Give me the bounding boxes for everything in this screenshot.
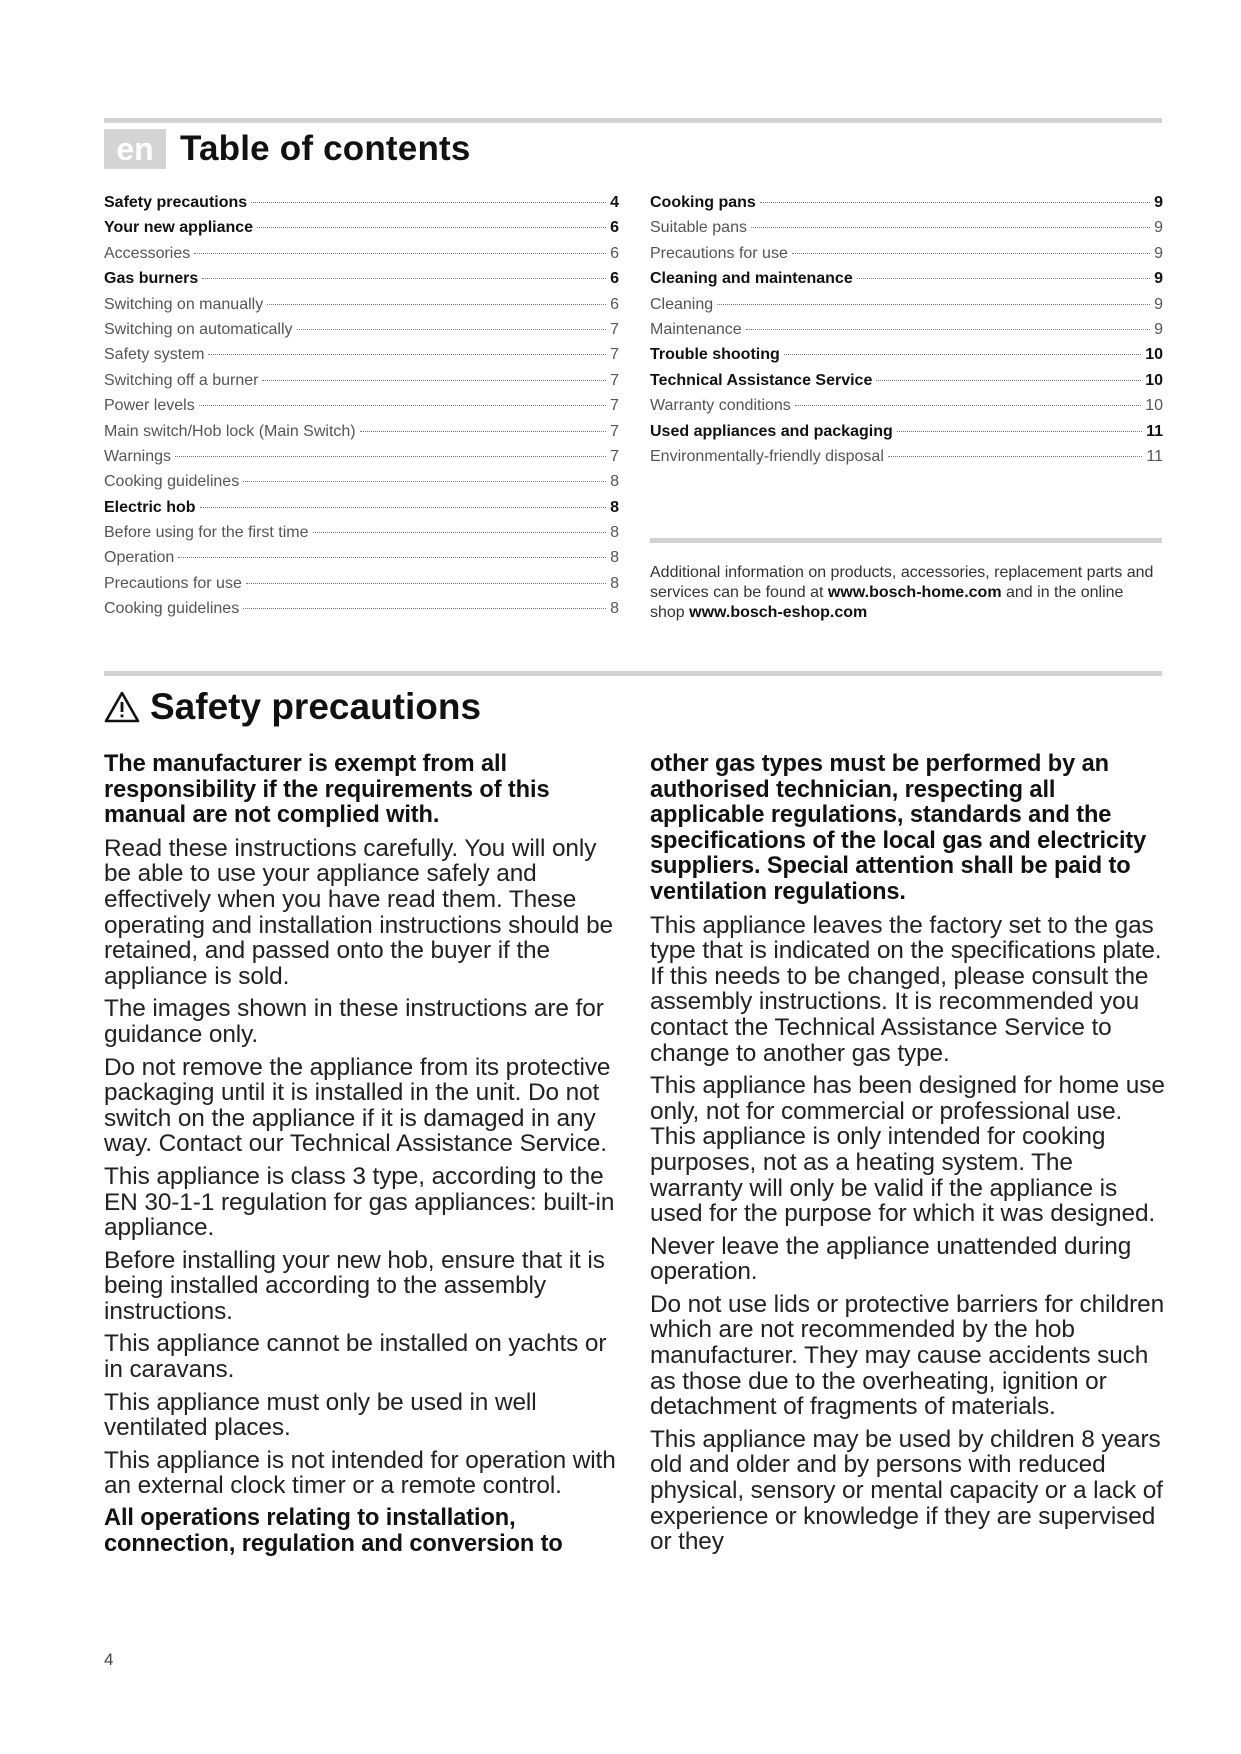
bold-paragraph: All operations relating to installation, connection, regulation and conversion to — [104, 1505, 563, 1557]
toc-entry[interactable] — [650, 296, 1163, 321]
toc-entry[interactable] — [650, 448, 1163, 473]
page-number: 4 — [104, 1650, 114, 1669]
toc-entry-label: Switching off a burner — [104, 371, 259, 389]
safety-right-column — [650, 752, 1165, 1562]
toc-entry[interactable] — [104, 423, 619, 448]
toc-entry[interactable] — [104, 397, 619, 422]
toc-entry-page: 9 — [1154, 244, 1163, 262]
toc-leader-dots — [784, 354, 1141, 355]
paragraph: This appliance may be used by children 8 years old and older and by persons with reduced physical, sensory or mental capacity or a lack of experience or knowledge if they are supervised or they — [650, 1425, 1163, 1556]
toc-entry-page: 8 — [610, 498, 619, 516]
toc-entry-page: 7 — [610, 397, 619, 415]
toc-leader-dots — [792, 253, 1150, 254]
toc-leader-dots — [200, 507, 607, 508]
toc-leader-dots — [857, 278, 1150, 279]
toc-entry-page: 9 — [1154, 295, 1163, 313]
toc-entry[interactable] — [650, 219, 1163, 244]
toc-entry-page: 6 — [610, 244, 619, 262]
paragraph: This appliance is not intended for operation with an external clock timer or a remote control. — [104, 1446, 616, 1500]
toc-entry[interactable] — [104, 194, 619, 219]
toc-entry-page: 8 — [610, 473, 619, 491]
toc-entry[interactable] — [104, 219, 619, 244]
bold-paragraph: The manufacturer is exempt from all responsibility if the requirements of this manual are not complied with. — [104, 751, 550, 829]
toc-entry[interactable] — [104, 372, 619, 397]
toc-leader-dots — [257, 227, 606, 228]
language-badge: en — [104, 129, 166, 169]
bold-paragraph: other gas types must be performed by an authorised technician, respecting all applicable regulations, standards and the specifications of the local gas and electricity suppliers. Special attention shall be paid to ventilation regulations. — [650, 751, 1147, 905]
toc-header — [104, 127, 471, 171]
safety-title: Safety precautions — [150, 686, 482, 727]
info-text-1: Additional information on products, accessories, replacement parts and services can be found at — [650, 564, 1154, 601]
toc-left-column — [104, 194, 619, 626]
toc-entry-page: 10 — [1145, 371, 1163, 389]
info-rule — [650, 538, 1162, 543]
toc-entry[interactable] — [650, 321, 1163, 346]
toc-entry-page: 9 — [1154, 320, 1163, 338]
toc-entry-label: Your new appliance — [104, 219, 254, 237]
paragraph: This appliance has been designed for home use only, not for commercial or professional use. This appliance is only intended for cooking purposes, not as a heating system. The warranty will only be valid if the appliance is used for the purpose for which it was designed. — [650, 1072, 1165, 1228]
toc-entry[interactable] — [104, 448, 619, 473]
toc-leader-dots — [208, 354, 606, 355]
toc-leader-dots — [876, 380, 1141, 381]
paragraph: The images shown in these instructions are for guidance only. — [104, 995, 604, 1048]
toc-entry-label: Before using for the first time — [104, 524, 309, 542]
toc-leader-dots — [888, 456, 1143, 457]
safety-left-column — [104, 752, 619, 1564]
toc-leader-dots — [297, 329, 607, 330]
toc-entry[interactable] — [104, 600, 619, 625]
toc-entry[interactable] — [650, 397, 1163, 422]
toc-entry-label: Electric hob — [104, 498, 196, 516]
paragraph: Do not use lids or protective barriers for children which are not recommended by the hob manufacturer. They may cause accidents such as those due to the overheating, ignition or detachment of fragments of materials. — [650, 1290, 1165, 1421]
toc-leader-dots — [251, 202, 606, 203]
toc-top-rule — [104, 118, 1162, 123]
toc-entry-label: Switching on automatically — [104, 320, 293, 338]
toc-entry-page: 9 — [1154, 270, 1163, 288]
toc-entry[interactable] — [650, 372, 1163, 397]
toc-entry[interactable] — [104, 321, 619, 346]
toc-entry-page: 8 — [610, 600, 619, 618]
toc-entry-label: Operation — [104, 549, 175, 567]
toc-entry-page: 7 — [610, 320, 619, 338]
toc-entry-label: Switching on manually — [104, 295, 264, 313]
toc-entry-page: 11 — [1146, 447, 1163, 465]
warning-triangle-icon — [104, 690, 140, 724]
toc-entry-page: 8 — [610, 574, 619, 592]
paragraph: This appliance leaves the factory set to the gas type that is indicated on the specifications plate. If this needs to be changed, please consult the assembly instructions. It is recommended you contact the Technical Assistance Service to change to another gas type. — [650, 911, 1162, 1067]
toc-entry[interactable] — [104, 270, 619, 295]
toc-leader-dots — [246, 583, 606, 584]
toc-entry-page: 9 — [1154, 219, 1163, 237]
toc-right-column — [650, 194, 1163, 473]
toc-entry-page: 11 — [1146, 422, 1163, 440]
paragraph: Do not remove the appliance from its protective packaging until it is installed in the unit. Do not switch on the appliance if it is damaged in any way. Contact our Technical Assistance Service. — [104, 1053, 611, 1158]
bosch-home-link[interactable]: www.bosch-home.com — [827, 584, 1002, 601]
toc-leader-dots — [717, 304, 1150, 305]
toc-entry-label: Safety system — [104, 346, 205, 364]
toc-entry-label: Precautions for use — [104, 574, 242, 592]
toc-title: Table of contents — [180, 129, 471, 168]
toc-leader-dots — [267, 304, 606, 305]
toc-entry-label: Cooking guidelines — [104, 473, 240, 491]
toc-entry-label: Cooking guidelines — [104, 600, 240, 618]
safety-header — [104, 683, 481, 731]
additional-info — [650, 563, 1160, 623]
paragraph: This appliance must only be used in well ventilated places. — [104, 1388, 537, 1442]
toc-entry-page: 6 — [610, 270, 619, 288]
toc-leader-dots — [243, 481, 606, 482]
toc-leader-dots — [194, 253, 606, 254]
toc-entry-page: 8 — [610, 524, 619, 542]
toc-leader-dots — [795, 405, 1141, 406]
toc-entry[interactable] — [650, 245, 1163, 270]
toc-entry-label: Warranty conditions — [650, 397, 791, 415]
toc-entry-page: 7 — [610, 371, 619, 389]
toc-entry[interactable] — [104, 296, 619, 321]
toc-leader-dots — [313, 532, 607, 533]
paragraph: Never leave the appliance unattended during operation. — [650, 1232, 1132, 1286]
toc-entry[interactable] — [650, 423, 1163, 448]
toc-entry-page: 8 — [610, 549, 619, 567]
toc-leader-dots — [202, 278, 606, 279]
toc-entry-page: 6 — [610, 219, 619, 237]
toc-entry-label: Accessories — [104, 244, 191, 262]
toc-leader-dots — [262, 380, 606, 381]
safety-top-rule — [104, 671, 1162, 676]
toc-leader-dots — [760, 202, 1150, 203]
paragraph: Before installing your new hob, ensure that it is being installed according to the assembly instructions. — [104, 1246, 605, 1325]
toc-entry-label: Maintenance — [650, 320, 742, 338]
toc-entry[interactable] — [104, 575, 619, 600]
toc-entry-label: Warnings — [104, 447, 171, 465]
toc-entry-label: Main switch/Hob lock (Main Switch) — [104, 422, 356, 440]
toc-entry-page: 9 — [1154, 194, 1163, 211]
toc-entry-page: 7 — [610, 422, 619, 440]
toc-entry[interactable] — [104, 346, 619, 371]
bosch-eshop-link[interactable]: www.bosch-eshop.com — [689, 604, 868, 621]
toc-entry[interactable] — [104, 499, 619, 524]
toc-entry-page: 4 — [610, 194, 619, 211]
toc-entry-label: Gas burners — [104, 270, 199, 288]
toc-entry-label: Precautions for use — [650, 244, 788, 262]
toc-entry[interactable] — [650, 270, 1163, 295]
toc-entry-label: Cleaning — [650, 295, 714, 313]
toc-entry-page: 7 — [610, 346, 619, 364]
toc-entry-page: 6 — [610, 295, 619, 313]
paragraph: This appliance cannot be installed on yachts or in caravans. — [104, 1330, 607, 1384]
toc-entry[interactable] — [104, 245, 619, 270]
toc-entry-label: Suitable pans — [650, 219, 747, 237]
toc-entry-label: Environmentally-friendly disposal — [650, 447, 884, 465]
toc-entry-page: 10 — [1145, 397, 1163, 415]
toc-leader-dots — [175, 456, 606, 457]
toc-leader-dots — [897, 431, 1142, 432]
toc-entry-label: Technical Assistance Service — [650, 371, 873, 389]
toc-entry[interactable] — [104, 549, 619, 574]
toc-leader-dots — [751, 227, 1150, 228]
paragraph: Read these instructions carefully. You will only be able to use your appliance safely and effectively when you have read them. These operating and installation instructions should be retained, and passed onto the buyer if the appliance is sold. — [104, 834, 613, 990]
toc-entry-label: Power levels — [104, 397, 195, 415]
toc-entry[interactable] — [650, 346, 1163, 371]
toc-leader-dots — [243, 608, 606, 609]
toc-entry-label: Cooking pans — [650, 194, 756, 211]
toc-leader-dots — [178, 557, 606, 558]
toc-leader-dots — [746, 329, 1150, 330]
toc-entry-page: 10 — [1145, 346, 1163, 364]
toc-entry-label: Cleaning and maintenance — [650, 270, 853, 288]
toc-leader-dots — [199, 405, 606, 406]
toc-entry-page: 7 — [610, 447, 619, 465]
toc-entry[interactable] — [104, 473, 619, 498]
toc-leader-dots — [360, 431, 606, 432]
toc-entry-label: Used appliances and packaging — [650, 422, 893, 440]
toc-entry-label: Trouble shooting — [650, 346, 780, 364]
toc-entry-label: Safety precautions — [104, 194, 248, 211]
toc-entry[interactable] — [104, 524, 619, 549]
info-text-2: and in the online shop — [650, 584, 1124, 621]
paragraph: This appliance is class 3 type, according to the EN 30-1-1 regulation for gas appliances: built-in appliance. — [104, 1162, 615, 1242]
toc-entry[interactable] — [650, 194, 1163, 219]
